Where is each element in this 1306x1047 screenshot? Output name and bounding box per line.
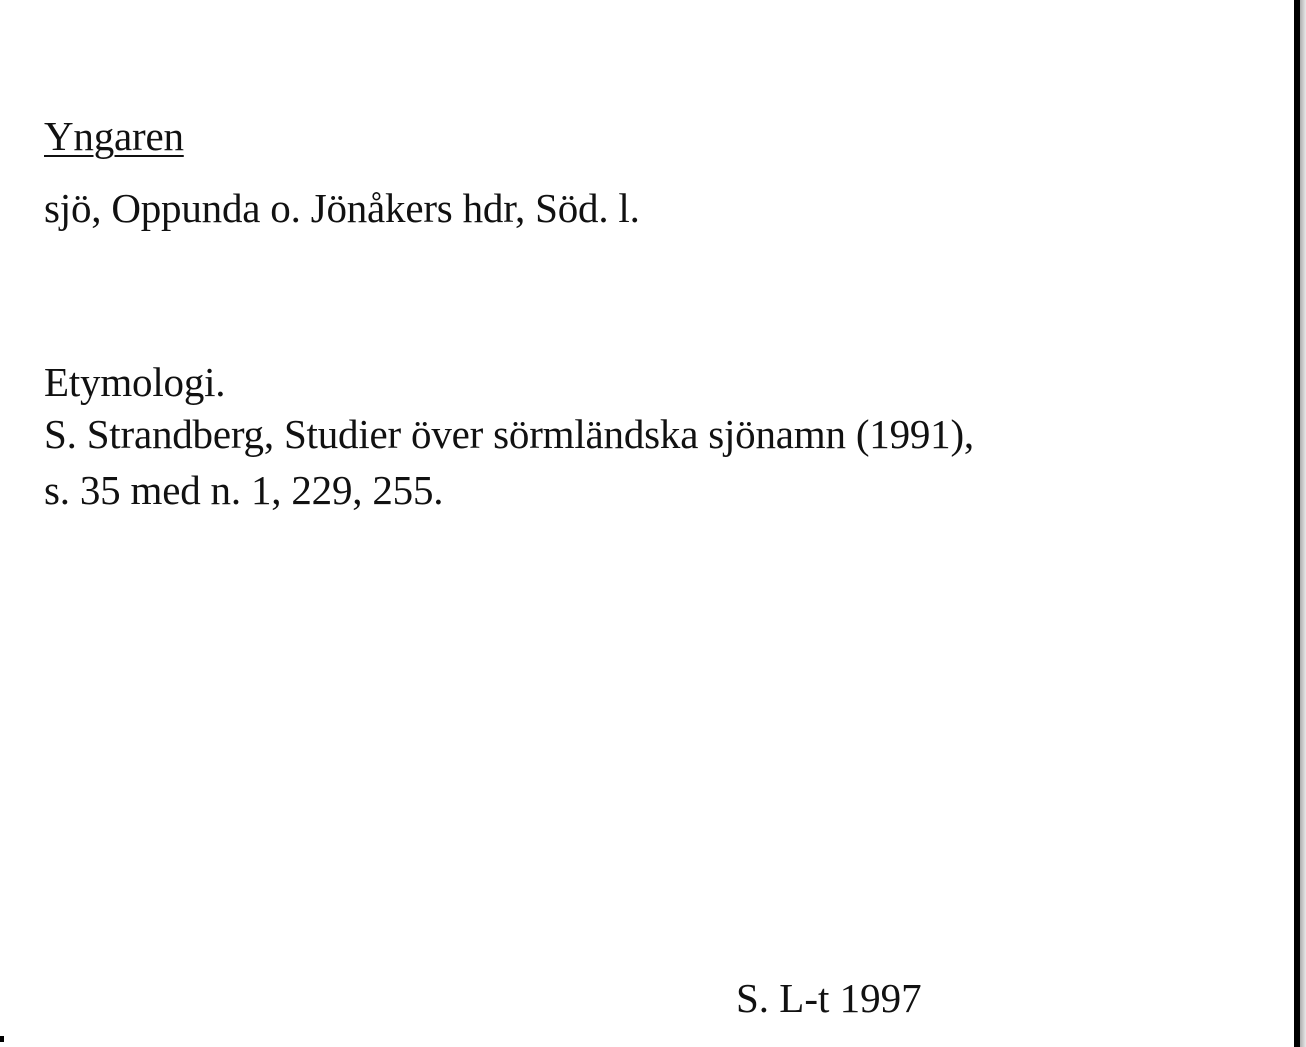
scan-edge-shadow [1300, 0, 1306, 1047]
place-description: sjö, Oppunda o. Jönåkers hdr, Söd. l. [44, 185, 640, 231]
etymology-reference-line-1: S. Strandberg, Studier över sörmländska sjönamn (1991), [44, 411, 974, 457]
etymology-heading: Etymologi. [44, 359, 226, 405]
signature: S. L-t 1997 [736, 975, 922, 1021]
headword: Yngaren [44, 113, 184, 159]
etymology-reference-line-2: s. 35 med n. 1, 229, 255. [44, 467, 444, 513]
scan-speck [0, 1036, 4, 1042]
